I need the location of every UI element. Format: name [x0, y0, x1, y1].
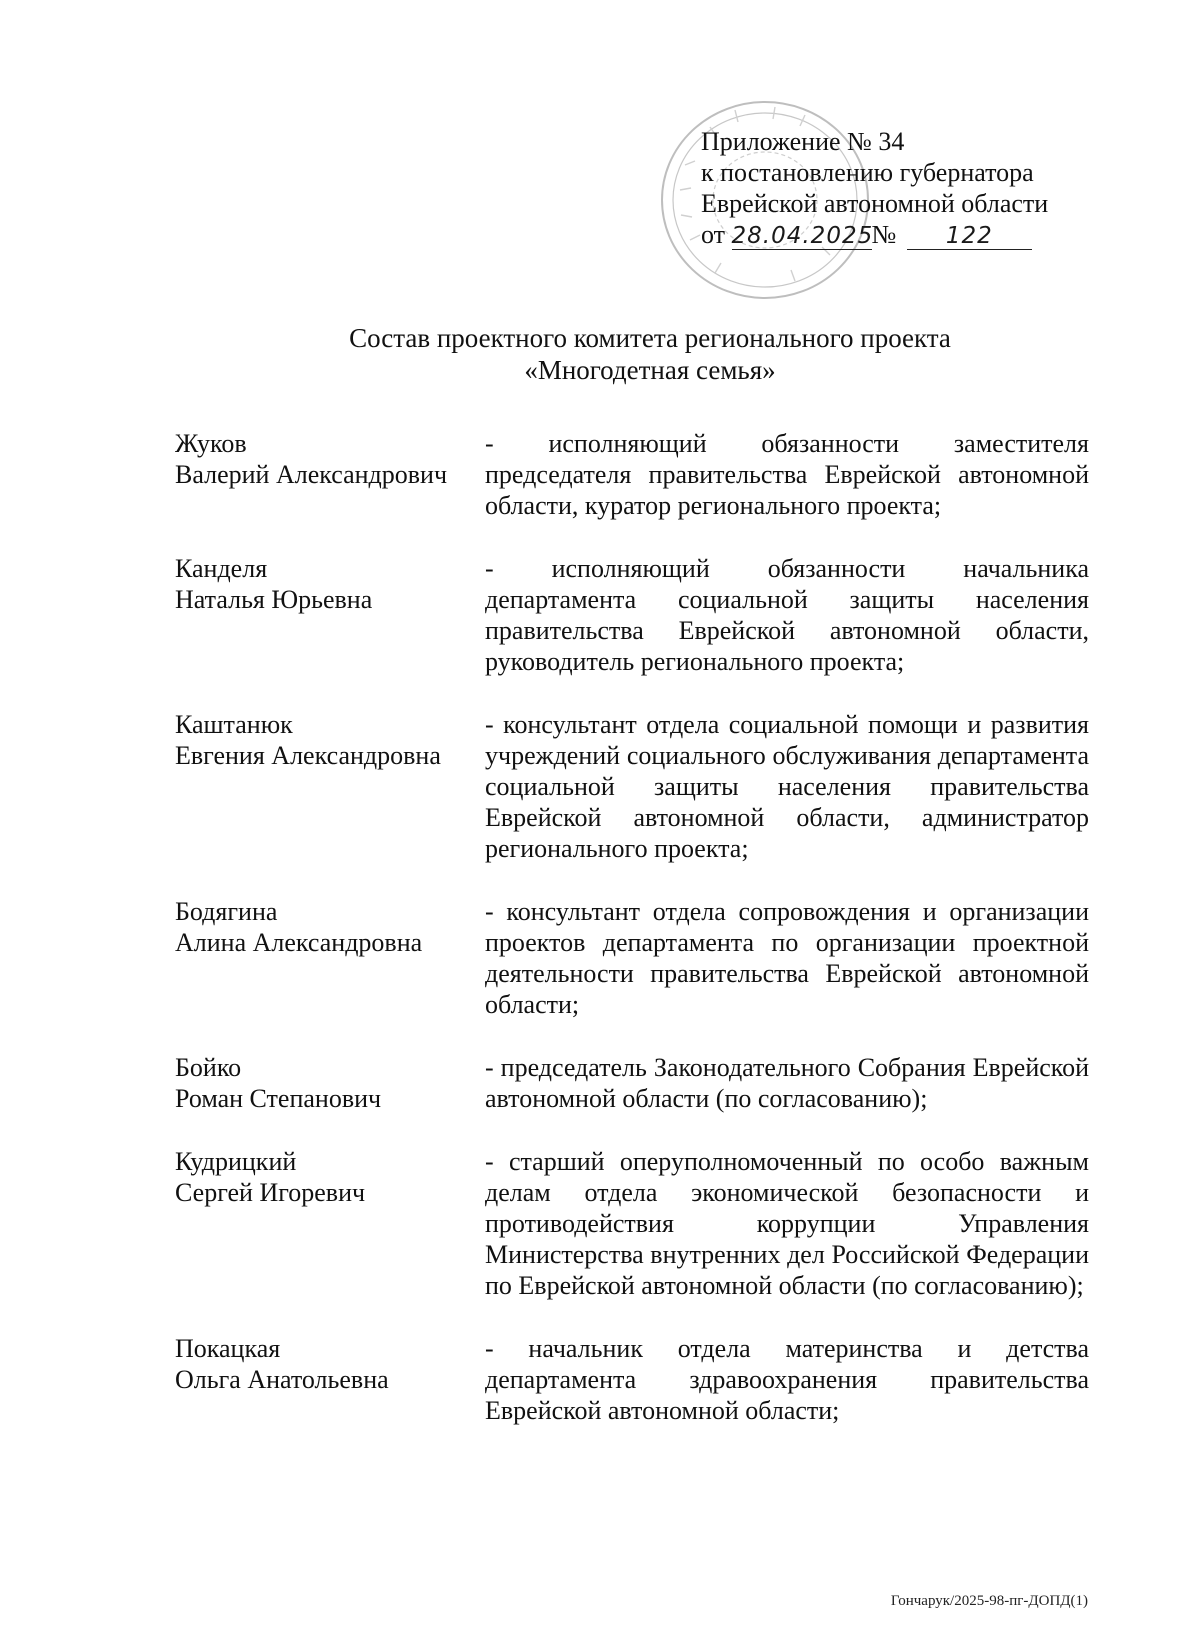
member-row — [175, 1333, 1095, 1426]
title-line-2: «Многодетная семья» — [524, 355, 776, 385]
member-role: - консультант отдела сопровождения и организации проектов департамента по организации проектной деятельности правительства Еврейской автономной области; — [485, 897, 1089, 1019]
number-sign: № — [871, 220, 897, 249]
member-role: - консультант отдела социальной помощи и развития учреждений социального обслуживания департамента социальной защиты населения правительства Еврейской автономной области, администратор регионального проекта; — [485, 710, 1089, 863]
member-surname: Жуков — [175, 429, 247, 458]
member-surname: Кудрицкий — [175, 1147, 297, 1176]
member-role: - исполняющий обязанности начальника департамента социальной защиты населения правительства Еврейской автономной области, руководитель регионального проекта; — [485, 554, 1089, 676]
member-given-names: Евгения Александровна — [175, 741, 441, 770]
appendix-date-row — [701, 219, 1101, 250]
document-code-footer: Гончарук/2025-98-пг-ДОПД(1) — [890, 1593, 1088, 1609]
member-given-names: Роман Степанович — [175, 1084, 382, 1113]
member-name — [175, 428, 485, 490]
appendix-region: Еврейской автономной области — [701, 189, 1049, 218]
member-row — [175, 553, 1095, 677]
member-name — [175, 1052, 485, 1114]
member-surname: Бойко — [175, 1053, 242, 1082]
member-surname: Бодягина — [175, 897, 278, 926]
member-given-names: Сергей Игоревич — [175, 1178, 366, 1207]
member-role: - начальник отдела материнства и детства департамента здравоохранения правительства Еврейской автономной области; — [485, 1334, 1089, 1425]
appendix-header — [701, 126, 1101, 250]
member-row — [175, 428, 1095, 521]
member-surname: Покацкая — [175, 1334, 281, 1363]
member-given-names: Алина Александровна — [175, 928, 423, 957]
member-given-names: Наталья Юрьевна — [175, 585, 373, 614]
member-row — [175, 896, 1095, 1020]
member-role: - председатель Законодательного Собрания Еврейской автономной области (по согласованию); — [485, 1053, 1089, 1113]
member-name — [175, 709, 485, 771]
member-given-names: Валерий Александрович — [175, 460, 448, 489]
member-row — [175, 1052, 1095, 1114]
member-role: - старший оперуполномоченный по особо важным делам отдела экономической безопасности и противодействия коррупции Управления Министерства внутренних дел Российской Федерации по Еврейской автономной области (по согласованию); — [485, 1147, 1089, 1300]
date-prefix: от — [701, 220, 726, 249]
handwritten-number: 122 — [907, 223, 1032, 250]
member-name — [175, 1146, 485, 1208]
member-surname: Канделя — [175, 554, 268, 583]
member-given-names: Ольга Анатольевна — [175, 1365, 389, 1394]
member-name — [175, 553, 485, 615]
member-name — [175, 896, 485, 958]
appendix-number: Приложение № 34 — [701, 127, 905, 156]
member-role: - исполняющий обязанности заместителя председателя правительства Еврейской автономной области, куратор регионального проекта; — [485, 429, 1089, 520]
member-row — [175, 1146, 1095, 1301]
document-title — [300, 322, 1000, 386]
member-surname: Каштанюк — [175, 710, 293, 739]
member-name — [175, 1333, 485, 1395]
committee-members-list — [175, 428, 1095, 1458]
title-line-1: Состав проектного комитета регионального проекта — [349, 323, 951, 353]
appendix-decree-ref: к постановлению губернатора — [701, 158, 1034, 187]
member-row — [175, 709, 1095, 864]
handwritten-date: 28.04.2025 — [731, 223, 874, 249]
